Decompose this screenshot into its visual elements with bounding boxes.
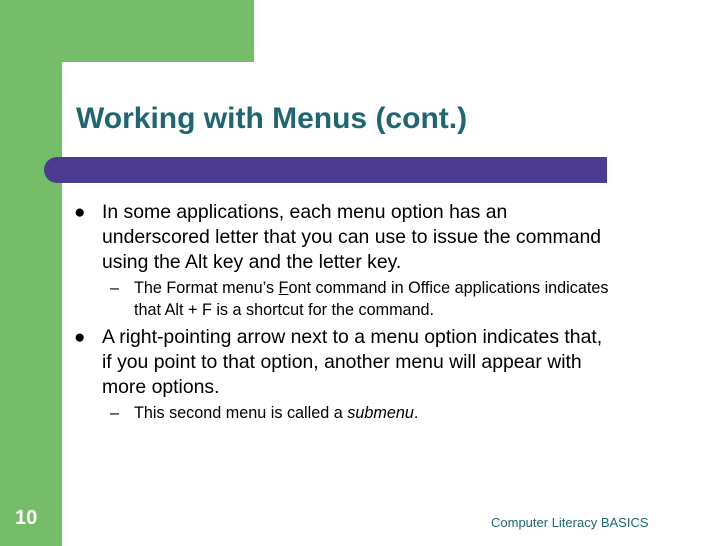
sub-bullet-text-before: The Format menu’s: [134, 279, 279, 297]
submenu-term: submenu: [347, 404, 414, 422]
slide-number: 10: [15, 507, 38, 529]
slide-title: Working with Menus (cont.): [76, 102, 468, 135]
sub-bullet-text-before: This second menu is called a: [134, 404, 348, 422]
sub-bullet-text-after: .: [413, 404, 419, 422]
bullet-dot-icon: ●: [74, 327, 86, 348]
bullet-item: [72, 325, 612, 400]
left-accent-bar: [0, 0, 62, 546]
title-underline-bar: [44, 157, 607, 183]
bullet-text: In some applications, each menu option has an underscored letter that you can use to issue the command using the Alt key and the letter key.: [102, 201, 602, 273]
sub-bullet-text-after: ont command in Office applications indicates that Alt + F is a shortcut for the command.: [134, 279, 609, 319]
dash-icon: –: [110, 404, 120, 422]
sub-bullet-item: [72, 403, 612, 425]
bullet-text: A right-pointing arrow next to a menu option indicates that, if you point to that option, another menu will appear with more options.: [102, 326, 603, 398]
sub-bullet-item: [72, 278, 612, 321]
dash-icon: –: [110, 279, 120, 297]
bullet-dot-icon: ●: [74, 202, 86, 223]
bullet-item: [72, 200, 612, 275]
underlined-shortcut-letter: F: [278, 279, 289, 297]
slide-body: [72, 200, 612, 429]
rounded-corner: [62, 62, 102, 102]
footer-text: Computer Literacy BASICS: [491, 515, 649, 530]
top-accent-band: [0, 0, 254, 62]
